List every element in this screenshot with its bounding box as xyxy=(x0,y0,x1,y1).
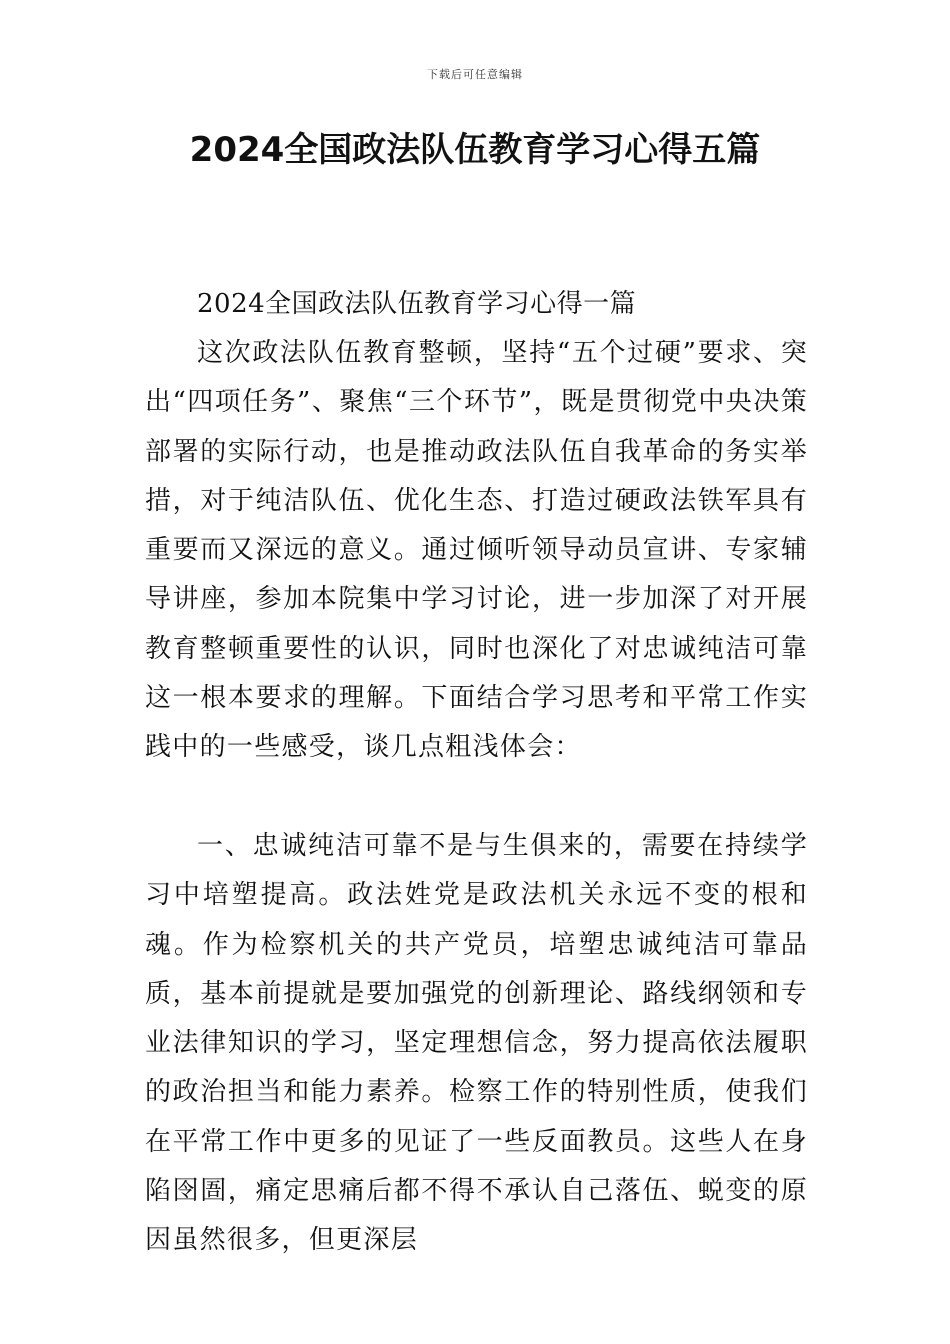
paragraph-point-one: 一、忠诚纯洁可靠不是与生俱来的，需要在持续学习中培塑提高。政法姓党是政法机关永远不变的根和魂。作为检察机关的共产党员，培塑忠诚纯洁可靠品质，基本前提就是要加强党的创新理论、路线纲领和专业法律知识的学习，坚定理想信念，努力提高依法履职的政治担当和能力素养。检察工作的特别性质，使我们在平常工作中更多的见证了一些反面教员。这些人在身陷囹圄，痛定思痛后都不得不承认自己落伍、蜕变的原因虽然很多，但更深层 xyxy=(145,831,808,1256)
header-note: 下载后可任意编辑 xyxy=(427,68,523,81)
paragraph-intro: 这次政法队伍教育整顿，坚持“五个过硬”要求、突出“四项任务”、聚焦“三个环节”，既是贯彻党中央决策部署的实际行动，也是推动政法队伍自我革命的务实举措，对于纯洁队伍、优化生态、打造过硬政法铁军具有重要而又深远的意义。通过倾听领导动员宣讲、专家辅导讲座，参加本院集中学习讨论，进一步加深了对开展教育整顿重要性的认识，同时也深化了对忠诚纯洁可靠这一根本要求的理解。下面结合学习思考和平常工作实践中的一些感受，谈几点粗浅体会： xyxy=(145,338,808,763)
section-heading: 2024全国政法队伍教育学习心得一篇 xyxy=(197,289,637,319)
document-title: 2024全国政法队伍教育学习心得五篇 xyxy=(189,130,761,170)
